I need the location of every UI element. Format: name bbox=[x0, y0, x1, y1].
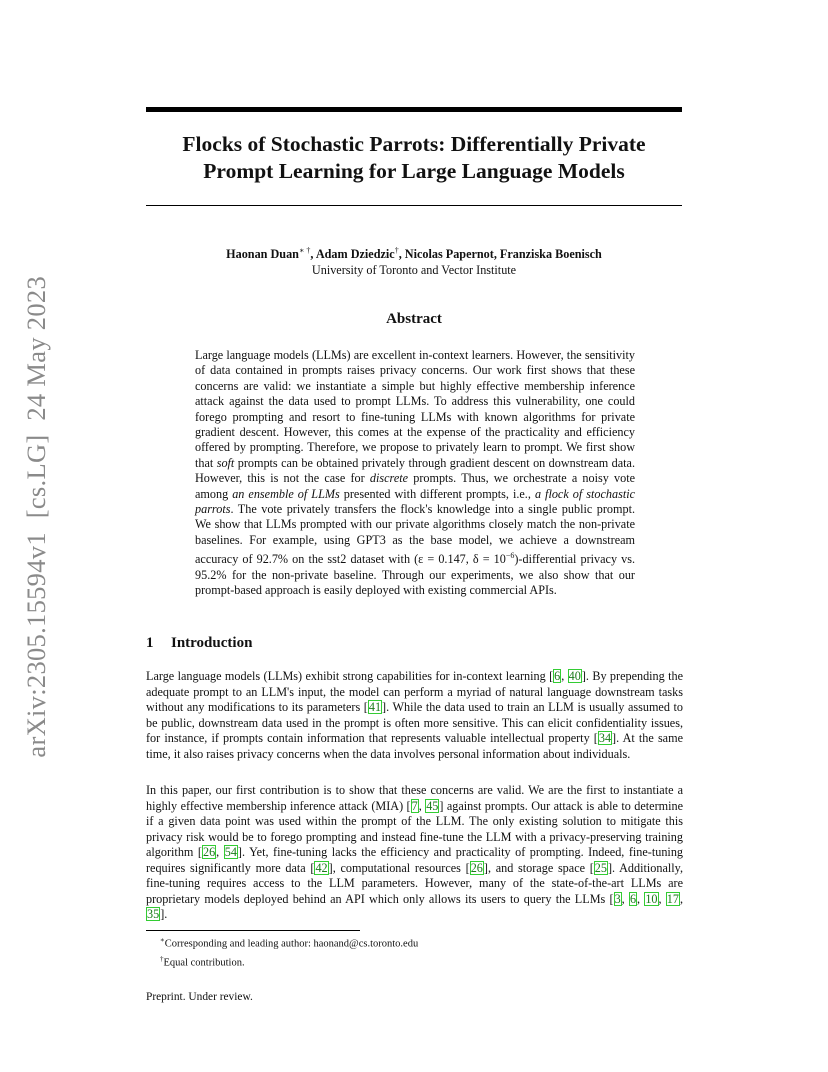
body-text: , bbox=[216, 845, 224, 859]
citation-link[interactable]: 17 bbox=[666, 891, 679, 906]
title-line-2: Prompt Learning for Large Language Models bbox=[203, 159, 625, 183]
citation-link[interactable]: 26 bbox=[202, 845, 216, 859]
citation-link[interactable]: 42 bbox=[315, 860, 328, 875]
footnote-1-text: Corresponding and leading author: haonand@cs.toronto.edu bbox=[164, 938, 419, 950]
footnote-2 bbox=[160, 952, 418, 971]
citation-link[interactable]: 40 bbox=[568, 669, 581, 683]
title-bottom-rule bbox=[146, 205, 682, 206]
body-text: Large language models (LLMs) exhibit strong capabilities for in-context learning [ bbox=[146, 669, 554, 683]
author-2: Adam Dziedzic bbox=[315, 247, 395, 262]
citation-link[interactable]: 10 bbox=[645, 891, 658, 906]
body-text: ]. At the same time, it also raises privacy concerns when the data involves personal information about individuals. bbox=[146, 731, 683, 761]
section-heading bbox=[146, 635, 252, 652]
arxiv-category: [cs.LG] bbox=[21, 434, 51, 519]
citation-link[interactable]: 3 bbox=[614, 891, 621, 906]
title-top-rule bbox=[146, 107, 682, 112]
abstract-emphasis: a flock of stochastic parrots bbox=[195, 486, 636, 517]
citation-link[interactable]: 6 bbox=[554, 669, 561, 683]
body-text: ]. bbox=[160, 907, 168, 921]
abstract-text: Large language models (LLMs) are excellent in-context learners. However, the sensitivity of data contained in prompts raises privacy concerns. Our work first shows that these concerns are valid: we instantiate a simple but highly effective membership inference attack against the data used to prompt LLMs. To address this vulnerability, one could forego prompting and resort to fine-tuning LLMs with known algorithms for private gradient descent. However, this comes at the expense of the practicality and efficiency offered by prompting. Therefore, we propose to privately learn to prompt. We first show that bbox=[195, 348, 635, 470]
title-line-1: Flocks of Stochastic Parrots: Differentially Private bbox=[182, 132, 646, 156]
abstract-emphasis: soft bbox=[216, 455, 235, 470]
arxiv-date: 24 May 2023 bbox=[21, 276, 51, 421]
abstract-text: prompts can be obtained privately through gradient descent on downstream data. However, this is not the case for bbox=[195, 455, 636, 486]
abstract-emphasis: discrete bbox=[369, 471, 409, 486]
abstract-emphasis: an ensemble of LLMs bbox=[232, 486, 340, 501]
abstract-text: )-differential privacy vs. 95.2% for the non-private baseline. Through our experiments, we also show that our prompt-based approach is easily deployed with existing commercial APIs. bbox=[195, 552, 635, 598]
citation-link[interactable]: 26 bbox=[470, 860, 483, 875]
author-1-marks: ∗ † bbox=[298, 246, 311, 255]
citation-link[interactable]: 54 bbox=[224, 845, 237, 859]
body-text: , bbox=[418, 798, 426, 813]
section-number: 1 bbox=[146, 635, 154, 651]
author-block bbox=[146, 243, 682, 278]
citation-link[interactable]: 25 bbox=[594, 860, 607, 875]
body-text: ] against prompts. Our attack is able to determine if a given data point was used within the prompt of the LLM. The only existing solution to mitigate this privacy risk would be to forego prompting and instead fine-tune the LLM with a privacy-preserving training algorithm [ bbox=[146, 798, 683, 859]
abstract-text: presented with different prompts, i.e., bbox=[339, 486, 535, 501]
body-text: , bbox=[637, 891, 645, 906]
body-text: ]. While the data used to train an LLM is usually assumed to be public, downstream data used in the prompt is often more sensitive. This can elicit confidentiality issues, for instance, if prompts contain information that represents valuable intellectual property [ bbox=[146, 700, 683, 745]
abstract-superscript: −6 bbox=[505, 551, 515, 561]
section-title: Introduction bbox=[171, 635, 253, 651]
affiliation: University of Toronto and Vector Institute bbox=[311, 263, 517, 278]
footnote-1-mark: ∗ bbox=[160, 936, 165, 944]
body-text: , bbox=[658, 891, 666, 906]
author-1: Haonan Duan bbox=[226, 247, 299, 262]
abstract-heading: Abstract bbox=[386, 311, 442, 327]
abstract-body bbox=[195, 348, 635, 599]
abstract-text: . The vote privately transfers the flock's knowledge into a single public prompt. We show that LLMs prompted with our private algorithms closely match the non-private baselines. For example, using GPT3 as the base model, we achieve a downstream accuracy of 92.7% on the sst2 dataset with (ε = 0.147, δ = 10 bbox=[195, 502, 635, 567]
citation-link[interactable]: 41 bbox=[368, 700, 382, 714]
preprint-notice: Preprint. Under review. bbox=[146, 991, 253, 1003]
body-text: , bbox=[561, 669, 568, 683]
body-text: ]. By prepending the adequate prompt to an LLM's input, the model can perform a myriad of natural language downstream tasks without any modifications to its parameters [ bbox=[146, 669, 684, 714]
arxiv-id[interactable]: arXiv:2305.15594v1 bbox=[21, 532, 51, 758]
abstract-text: prompts. Thus, we orchestrate a noisy vote among bbox=[195, 471, 636, 501]
author-2-marks: † bbox=[394, 246, 399, 255]
body-text: , bbox=[679, 891, 684, 906]
arxiv-identifier bbox=[21, 276, 52, 758]
footnote-2-mark: † bbox=[160, 954, 164, 963]
paper-title bbox=[146, 131, 682, 185]
body-text: ]. Yet, fine-tuning lacks the efficiency and practicality of prompting. Indeed, fine-tuning requires significantly more data [ bbox=[146, 845, 684, 875]
citation-link[interactable]: 35 bbox=[147, 907, 160, 921]
body-text: ], and storage space [ bbox=[483, 860, 594, 875]
body-text: ]. Additionally, fine-tuning requires access to the LLM parameters. However, many of the state-of-the-art LLMs are proprietary models deployed behind an API which only allows its users to query the LLMs [ bbox=[146, 860, 683, 906]
intro-paragraph-1 bbox=[146, 669, 683, 762]
body-text: In this paper, our first contribution is to show that these concerns are valid. We are the first to instantiate a highly effective membership inference attack (MIA) [ bbox=[146, 783, 683, 813]
body-text: , bbox=[621, 891, 629, 906]
footnote-rule bbox=[146, 930, 360, 931]
body-text: ], computational resources [ bbox=[328, 860, 470, 875]
citation-link[interactable]: 45 bbox=[426, 798, 439, 813]
author-names: Haonan Duan∗ †, Adam Dziedzic†, Nicolas Papernot, Franziska Boenisch bbox=[226, 246, 602, 262]
author-3: Nicolas Papernot bbox=[404, 247, 494, 262]
citation-link[interactable]: 34 bbox=[598, 731, 612, 745]
citation-link[interactable]: 7 bbox=[411, 798, 418, 813]
footnotes bbox=[160, 933, 418, 970]
author-4: Franziska Boenisch bbox=[499, 247, 602, 262]
intro-paragraph-2 bbox=[146, 783, 683, 923]
footnote-2-text: Equal contribution. bbox=[163, 957, 245, 968]
citation-link[interactable]: 6 bbox=[629, 891, 637, 906]
footnote-1 bbox=[160, 933, 418, 952]
